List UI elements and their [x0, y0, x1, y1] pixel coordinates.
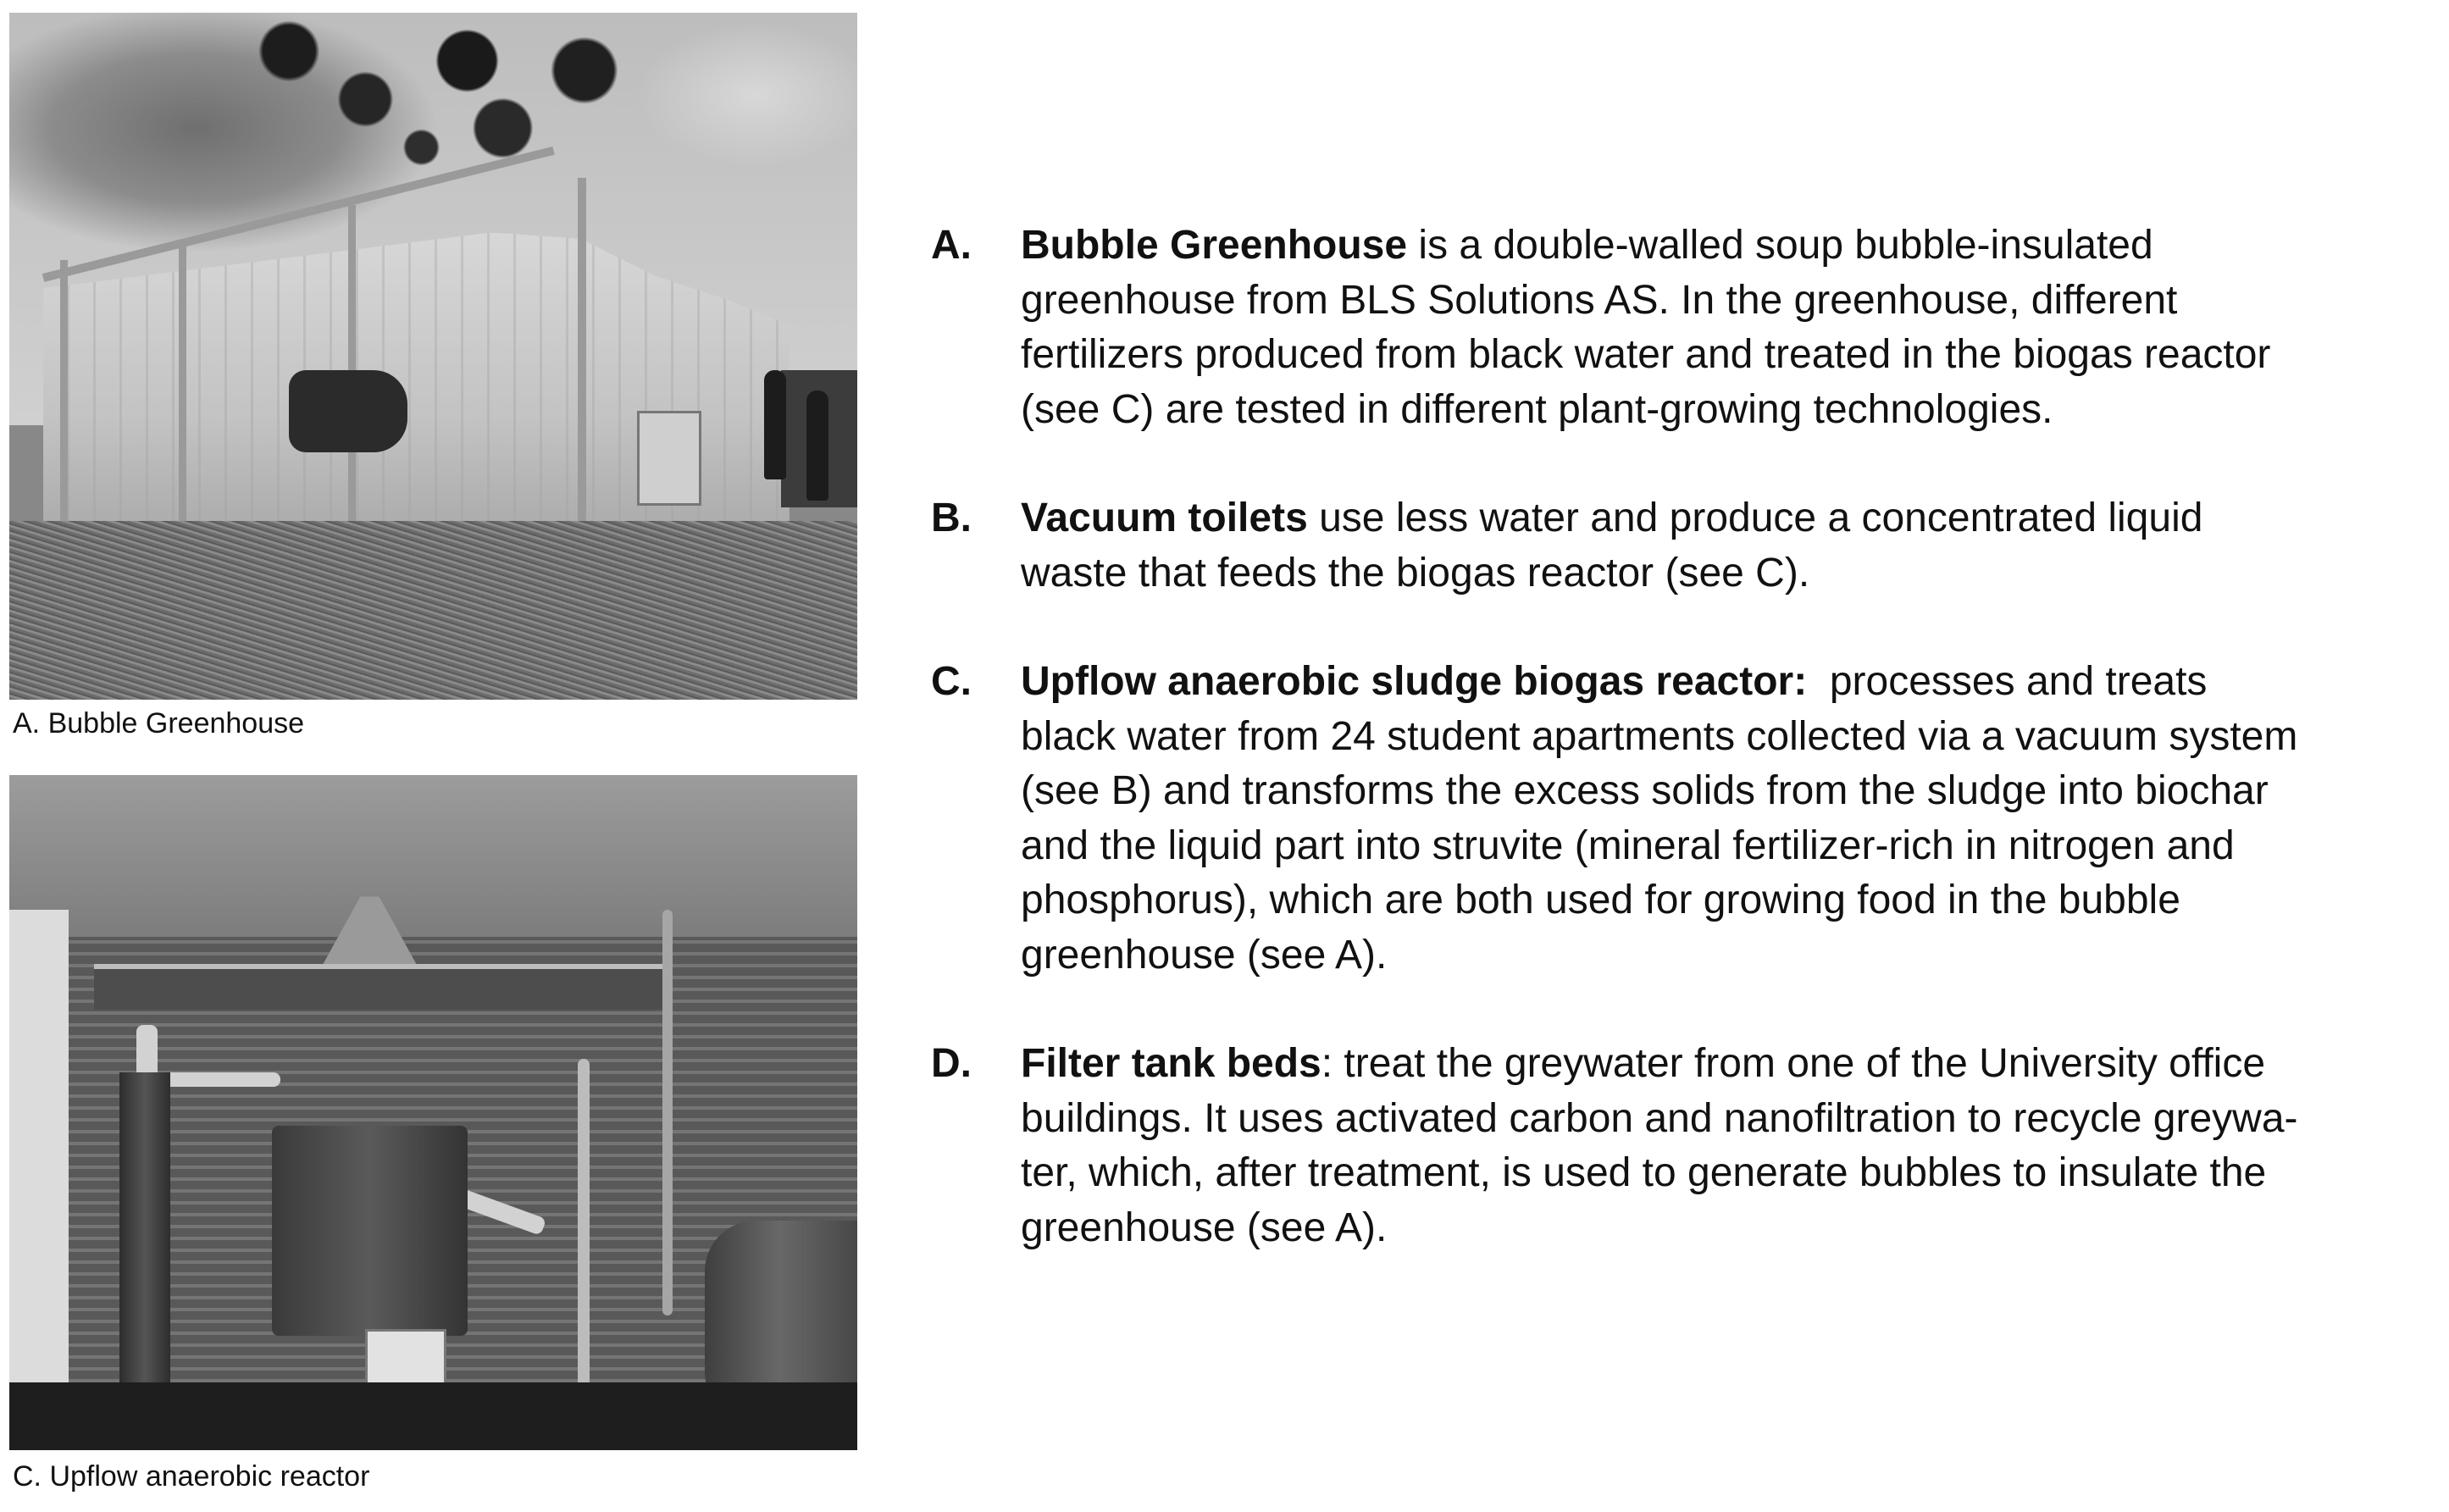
text-line: is a double-walled soup bubble-insulated	[1407, 223, 2153, 268]
figure-caption-c: C. Upflow anaerobic reactor	[13, 1460, 370, 1493]
greenhouse-post	[348, 205, 356, 521]
text-line: : treat the greywater from one of the University office	[1321, 1041, 2266, 1086]
text-line: and the liquid part into struvite (mineral fertilizer-rich in nitrogen and	[1021, 822, 2235, 868]
figure-caption-a: A. Bubble Greenhouse	[13, 707, 305, 739]
greenhouse-post	[60, 260, 68, 534]
item-letter: A.	[931, 223, 972, 268]
pipe	[162, 1072, 280, 1088]
text-line: ter, which, after treatment, is used to generate bubbles to insulate the	[1021, 1150, 2267, 1195]
item-letter: C.	[931, 659, 972, 704]
text-line: use less water and produce a concentrated liquid	[1307, 496, 2203, 540]
upflow-reactor-photo	[9, 775, 857, 1450]
barrel-composter	[289, 370, 407, 452]
text-line: waste that feeds the biogas reactor (see C).	[1021, 550, 1810, 595]
item-description	[1021, 491, 2439, 601]
item-letter: D.	[931, 1041, 972, 1086]
text-line: greenhouse from BLS Solutions AS. In the greenhouse, different	[1021, 277, 2178, 323]
greenhouse-post	[179, 240, 186, 529]
item-description	[1021, 219, 2439, 437]
greenhouse-post	[578, 178, 586, 522]
biogas-tank	[272, 1126, 467, 1335]
item-letter: B.	[931, 496, 972, 540]
item-description	[1021, 1037, 2439, 1255]
item-biogas-reactor	[931, 655, 2439, 983]
reactor-column	[119, 1072, 170, 1397]
text-line: (see B) and transforms the excess solids from the sludge into biochar	[1021, 768, 2269, 813]
text-line: fertilizers produced from black water and treated in the biogas reactor	[1021, 332, 2271, 377]
floor	[9, 1382, 857, 1450]
bubble-greenhouse-photo	[9, 13, 857, 700]
item-bubble-greenhouse	[931, 219, 2439, 437]
text-line: greenhouse (see A).	[1021, 1205, 1388, 1250]
item-vacuum-toilets	[931, 491, 2439, 601]
item-filter-tank-beds	[931, 1037, 2439, 1255]
item-term: Bubble Greenhouse	[1021, 223, 1408, 268]
pipe	[578, 1059, 590, 1397]
text-line: (see C) are tested in different plant-growing technologies.	[1021, 386, 2053, 432]
text-line: phosphorus), which are both used for growing food in the bubble	[1021, 878, 2180, 922]
text-line: buildings. It uses activated carbon and nanofiltration to recycle greywa-	[1021, 1095, 2298, 1141]
text-line: black water from 24 student apartments collected via a vacuum system	[1021, 713, 2298, 759]
person	[806, 390, 828, 501]
air-conditioning-unit	[637, 411, 701, 505]
person	[764, 370, 786, 480]
item-term: Upflow anaerobic sludge biogas reactor:	[1021, 659, 1808, 704]
frame-post	[662, 910, 673, 1315]
steel-frame-top	[94, 964, 671, 1010]
electrical-cabinet	[9, 910, 69, 1450]
component-descriptions	[931, 219, 2439, 1310]
item-term: Filter tank beds	[1021, 1041, 1321, 1086]
text-line: greenhouse (see A).	[1021, 932, 1388, 978]
item-description	[1021, 655, 2439, 983]
gravel-ground	[9, 521, 857, 700]
item-term: Vacuum toilets	[1021, 496, 1308, 540]
text-line: processes and treats	[1807, 659, 2208, 704]
ceiling-pipes	[9, 775, 857, 937]
